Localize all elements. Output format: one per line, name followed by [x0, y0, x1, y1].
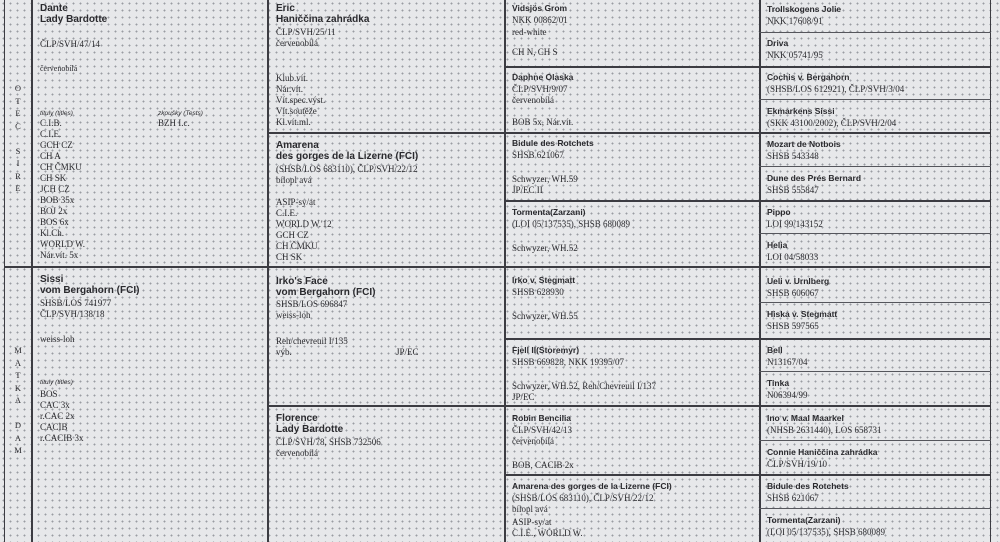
g3-2-name: Bidule des Rotchets	[512, 138, 594, 148]
divider	[759, 302, 991, 303]
g4-1-name: Driva	[767, 38, 789, 48]
sire-tests: BZH I.c.	[158, 118, 190, 128]
g4-13-reg: ČLP/SVH/19/10	[767, 459, 828, 469]
dam-titles-header: tituly (titles)	[40, 379, 73, 386]
sire-tests-header: zkoušky (Tests)	[158, 110, 203, 117]
divider	[267, 132, 991, 134]
g3-7-name: Amarena des gorges de la Lizerne (FCI)	[512, 481, 672, 491]
g4-0-name: Trollskogens Jolie	[767, 4, 842, 14]
dam-reg-1: SHSB/LOS 741977	[40, 298, 112, 308]
divider	[759, 233, 991, 234]
g2-d-name: Florence	[276, 413, 318, 424]
sire-name: Dante	[40, 3, 68, 14]
g4-14-reg: SHSB 621067	[767, 493, 819, 503]
g2-d-color: červenobílá	[276, 448, 318, 458]
g4-9-name: Hiska v. Stegmatt	[767, 309, 838, 319]
g3-0-color: red-white	[512, 27, 547, 37]
g3-3-extra: Schwyzer, WH.52	[512, 243, 578, 253]
g4-2-reg: (SHSB/LOS 612921), ČLP/SVH/3/04	[767, 84, 905, 94]
g4-13-name: Connie Haniččina zahrádka	[767, 447, 878, 457]
g2-a-reg: ČLP/SVH/25/11	[276, 27, 336, 37]
g3-7-extra2: C.I.E., WORLD W.	[512, 528, 583, 538]
g3-5-reg: SHSB 669828, NKK 19395/07	[512, 357, 625, 367]
g3-6-color: červenobílá	[512, 436, 554, 446]
divider	[990, 0, 991, 542]
g3-1-extra: BOB 5x, Nár.vít.	[512, 117, 574, 127]
g3-1-color: červenobílá	[512, 95, 554, 105]
divider	[759, 371, 991, 372]
g2-c-kennel: vom Bergahorn (FCI)	[276, 287, 376, 298]
g4-6-reg: LOI 99/143152	[767, 219, 823, 229]
g2-c-extra: Reh/chevreuil I/135	[276, 336, 348, 346]
g4-8-name: Ueli v. Urnlberg	[767, 276, 830, 286]
g3-3-name: Tormenta(Zarzani)	[512, 207, 586, 217]
g3-4-reg: SHSB 628930	[512, 287, 564, 297]
dam-titles-list: BOS CAC 3x r.CAC 2x CACIB r.CACIB 3x	[40, 389, 84, 443]
divider	[504, 66, 991, 68]
g2-c-extra2: výb.	[276, 347, 292, 357]
g3-4-extra: Schwyzer, WH.55	[512, 311, 578, 321]
g4-15-reg: (LOI 05/137535), SHSB 680089	[767, 527, 886, 537]
g4-3-reg: (SKK 43100/2002), ČLP/SVH/2/04	[767, 118, 897, 128]
g3-1-reg: ČLP/SVH/9/07	[512, 84, 568, 94]
g3-5-extra: Schwyzer, WH.52, Reh/Chevreuil I/137	[512, 381, 656, 391]
g4-0-reg: NKK 17608/91	[767, 16, 823, 26]
g4-11-name: Tinka	[767, 378, 790, 388]
g4-9-reg: SHSB 597565	[767, 321, 819, 331]
g3-0-name: Vidsjös Grom	[512, 3, 568, 13]
g3-5-extra2: JP/EC	[512, 392, 535, 402]
sire-titles-list: C.I.B. C.I.E. GCH CZ CH A CH ČMKU CH SK JCH CZ BOB 35x BOJ 2x BOS 6x Kl.Ch. WORLD W. Nár.vít. 5x	[40, 118, 85, 260]
g2-b-reg: (SHSB/LOS 683110), ČLP/SVH/22/12	[276, 164, 418, 174]
g3-2-reg: SHSB 621067	[512, 150, 564, 160]
dam-reg-2: ČLP/SVH/138/18	[40, 309, 105, 319]
g4-14-name: Bidule des Rotchets	[767, 481, 849, 491]
g2-b-color: bílopl avá	[276, 175, 312, 185]
divider	[504, 474, 991, 476]
divider	[267, 0, 269, 542]
g2-a-color: červenobílá	[276, 38, 318, 48]
sire-titles-header: tituly (titles)	[40, 110, 73, 117]
g4-15-name: Tormenta(Zarzani)	[767, 515, 841, 525]
g2-b-kennel: des gorges de la Lizerne (FCI)	[276, 151, 419, 162]
g2-b-titles: ASIP-sy/at C.I.E. WORLD W.'12 GCH CZ CH ČMKU CH SK	[276, 197, 332, 262]
divider	[759, 99, 991, 100]
g3-4-name: Irko v. Stegmatt	[512, 275, 576, 285]
divider	[4, 266, 991, 268]
g3-2-extra2: JP/EC II	[512, 185, 543, 195]
g4-6-name: Pippo	[767, 207, 791, 217]
g4-3-name: Ekmarkens Sissi	[767, 106, 835, 116]
g3-3-reg: (LOI 05/137535), SHSB 680089	[512, 219, 631, 229]
divider	[759, 0, 761, 542]
g4-2-name: Cochis v. Bergahorn	[767, 72, 850, 82]
divider	[504, 0, 506, 542]
g4-4-name: Mozart de Notbois	[767, 139, 841, 149]
dam-kennel: vom Bergahorn (FCI)	[40, 285, 140, 296]
g2-c-color: weiss-loh	[276, 310, 311, 320]
g4-11-reg: N06394/99	[767, 390, 808, 400]
g4-4-reg: SHSB 543348	[767, 151, 819, 161]
sire-side-label: O T E C S I R E	[14, 83, 22, 193]
g3-6-extra: BOB, CACIB 2x	[512, 460, 574, 470]
divider	[759, 440, 991, 441]
g4-8-reg: SHSB 606067	[767, 288, 819, 298]
divider	[504, 200, 991, 202]
g2-a-kennel: Haniččina zahrádka	[276, 14, 370, 25]
g4-12-name: Ino v. Maal Maarkel	[767, 413, 844, 423]
g2-c-extra3: JP/EC	[396, 347, 419, 357]
g2-d-reg: ČLP/SVH/78, SHSB 732506	[276, 437, 381, 447]
g2-c-reg: SHSB/LOS 696847	[276, 299, 348, 309]
divider	[4, 0, 5, 542]
g3-6-name: Robin Bencilia	[512, 413, 572, 423]
g3-0-reg: NKK 00862/01	[512, 15, 568, 25]
divider	[759, 166, 991, 167]
g3-7-color: bílopl avá	[512, 504, 548, 514]
divider	[267, 405, 991, 407]
dam-name: Sissi	[40, 274, 64, 285]
g4-10-reg: N13167/04	[767, 357, 808, 367]
g2-b-name: Amarena	[276, 140, 319, 151]
g4-7-reg: LOI 04/58033	[767, 252, 819, 262]
g4-1-reg: NKK 05741/95	[767, 50, 823, 60]
g3-1-name: Daphne Olaska	[512, 72, 574, 82]
sire-color: červenobílá	[40, 64, 78, 73]
sire-reg: ČLP/SVH/47/14	[40, 39, 101, 49]
divider	[504, 338, 991, 340]
divider	[759, 508, 991, 509]
g3-6-reg: ČLP/SVH/42/13	[512, 425, 573, 435]
g3-5-name: Fjell II(Storemyr)	[512, 345, 580, 355]
g3-7-reg: (SHSB/LOS 683110), ČLP/SVH/22/12	[512, 493, 654, 503]
dam-color: weiss-loh	[40, 334, 75, 344]
g2-a-name: Eric	[276, 3, 295, 14]
g3-7-extra: ASIP-sy/at	[512, 517, 552, 527]
divider	[759, 32, 991, 33]
g4-7-name: Helia	[767, 240, 788, 250]
sire-kennel: Lady Bardotte	[40, 14, 108, 25]
g4-5-name: Dune des Prés Bernard	[767, 173, 862, 183]
g3-2-extra: Schwyzer, WH.59	[512, 174, 578, 184]
g2-d-kennel: Lady Bardotte	[276, 424, 344, 435]
dam-side-label: M A T K A D A M	[14, 345, 22, 455]
g3-0-extra: CH N, CH S	[512, 47, 558, 57]
g2-a-titles: Klub.vít. Nár.vít. Vít.spec.výst. Vít.soutěže Kl.vít.ml.	[276, 73, 326, 127]
g4-12-reg: (NHSB 2631440), LOS 658731	[767, 425, 882, 435]
g4-10-name: Bell	[767, 345, 783, 355]
divider	[31, 0, 33, 542]
g4-5-reg: SHSB 555847	[767, 185, 819, 195]
g2-c-name: Irko's Face	[276, 276, 328, 287]
